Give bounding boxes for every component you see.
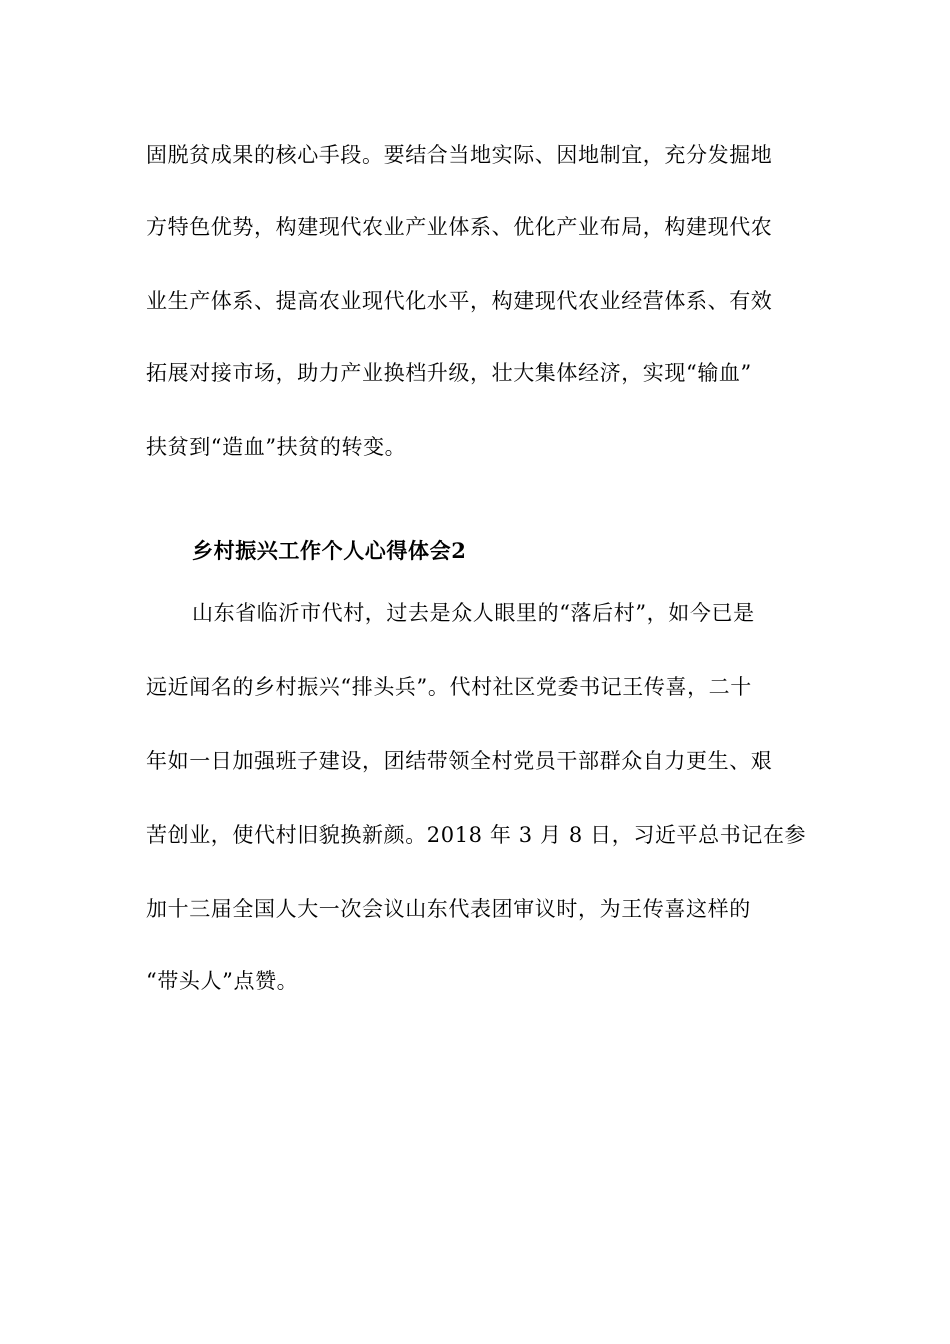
section-heading: 乡村振兴工作个人心得体会2: [192, 538, 467, 563]
paragraph-line: “带头人”点赞。: [146, 969, 299, 993]
paragraph-line: 年如一日加强班子建设，团结带领全村党员干部群众自力更生、艰: [146, 749, 773, 773]
paragraph-line: 方特色优势，构建现代农业产业体系、优化产业布局，构建现代农: [146, 215, 773, 239]
paragraph-line: 业生产体系、提高农业现代化水平，构建现代农业经营体系、有效: [146, 289, 773, 313]
paragraph-line: 苦创业，使代村旧貌换新颜。2018 年 3 月 8 日，习近平总书记在参: [146, 823, 807, 847]
paragraph-line: 拓展对接市场，助力产业换档升级，壮大集体经济，实现“输血”: [146, 361, 752, 385]
paragraph-line: 加十三届全国人大一次会议山东代表团审议时，为王传喜这样的: [146, 897, 751, 921]
paragraph-line: 山东省临沂市代村，过去是众人眼里的“落后村”，如今已是: [192, 601, 755, 625]
paragraph-line: 固脱贫成果的核心手段。要结合当地实际、因地制宜，充分发掘地: [146, 143, 773, 167]
paragraph-line: 扶贫到“造血”扶贫的转变。: [146, 435, 407, 459]
paragraph-line: 远近闻名的乡村振兴“排头兵”。代村社区党委书记王传喜，二十: [146, 675, 752, 699]
